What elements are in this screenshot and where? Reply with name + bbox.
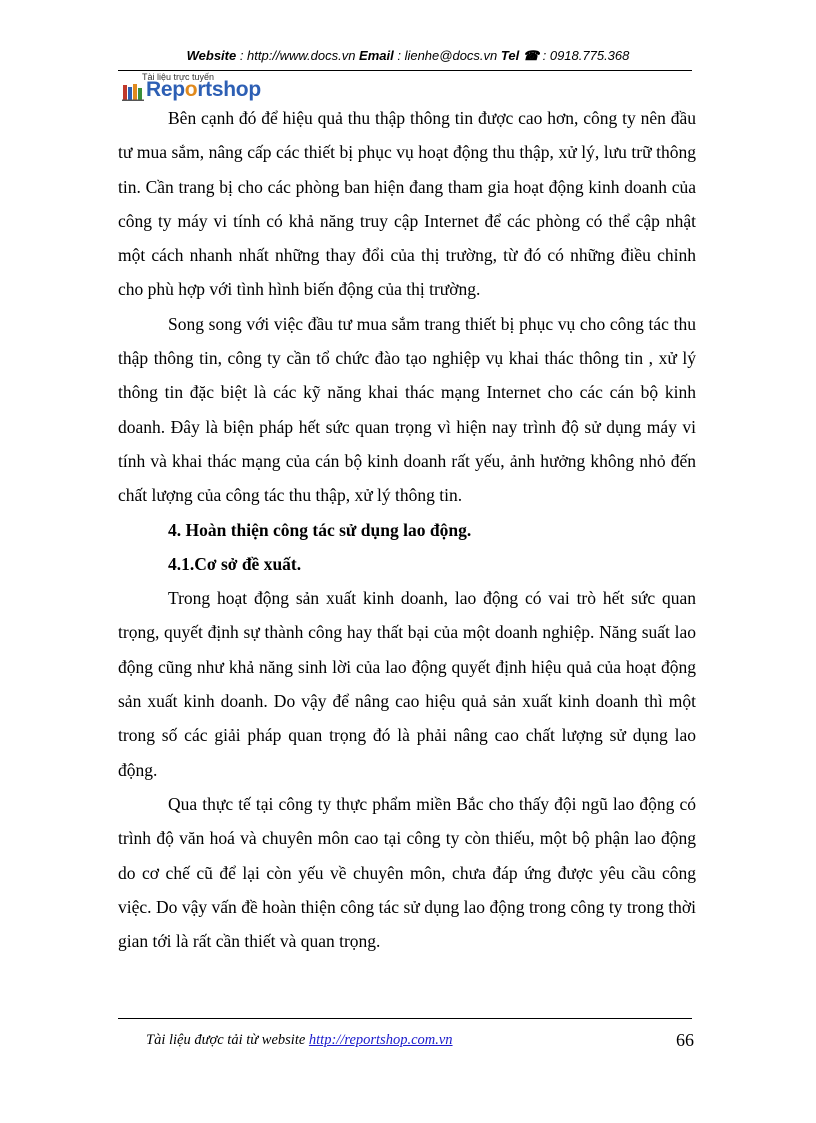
subsection-heading: 4.1.Cơ sở đề xuất. [168, 553, 302, 574]
logo-wordmark [146, 78, 261, 102]
logo-word-part1: Rep [146, 78, 185, 101]
reportshop-logo[interactable] [122, 72, 282, 104]
logo-word-part3: rtshop [197, 78, 261, 101]
website-label: Website [186, 48, 237, 63]
page-header [0, 48, 816, 64]
paragraph-3: Trong hoạt động sản xuất kinh doanh, lao động có vai trò hết sức quan trọng, quyết định sự thành công hay thất bại của một doanh nghiệp. Năng suất lao động cũng như khả năng sinh lời của lao động quyết định hiệu quả của hoạt động sản xuất kinh doanh. Do vậy để nâng cao hiệu quả sản xuất kinh doanh thì một trong số các giải pháp quan trọng đó là phải nâng cao chất lượng sử dụng lao động. [118, 588, 696, 780]
page-number: 66 [676, 1030, 694, 1050]
email-value[interactable]: : lienhe@docs.vn [393, 48, 501, 63]
footer-source [146, 1032, 453, 1049]
footer-label: Tài liệu được tải từ website [146, 1032, 309, 1048]
paragraph-2: Song song với việc đầu tư mua sắm trang thiết bị phục vụ cho công tác thu thập thông tin, công ty cần tổ chức đào tạo nghiệp vụ khai thác thông tin , xử lý thông tin đặc biệt là các kỹ năng khai thác mạng Internet cho các cán bộ kinh doanh. Đây là biện pháp hết sức quan trọng vì hiện nay trình độ sử dụng máy vi tính và khai thác mạng của cán bộ kinh doanh rất yếu, ảnh hưởng không nhỏ đến chất lượng của công tác thu thập, xử lý thông tin. [118, 313, 696, 506]
document-body [118, 101, 696, 958]
website-value[interactable]: : http://www.docs.vn [236, 48, 360, 63]
email-label: Email [359, 48, 394, 63]
logo-tagline: Tài liệu trực tuyến [142, 72, 215, 82]
header-divider [118, 70, 692, 71]
footer-link[interactable]: http://reportshop.com.vn [308, 1032, 453, 1048]
paragraph-1: Bên cạnh đó để hiệu quả thu thập thông tin được cao hơn, công ty nên đầu tư mua sắm, nâng cấp các thiết bị phục vụ hoạt động thu thập, xử lý, lưu trữ thông tin. Cần trang bị cho các phòng ban hiện đang tham gia hoạt động kinh doanh của công ty máy vi tính có khả năng truy cập Internet để các phòng có thể cập nhật một cách nhanh nhất những thay đổi của thị trường, từ đó có những điều chỉnh cho phù hợp với tình hình biến động của thị trường. [118, 108, 696, 300]
paragraph-4: Qua thực tế tại công ty thực phẩm miền Bắc cho thấy đội ngũ lao động có trình độ văn hoá và chuyên môn cao tại công ty còn thiếu, một bộ phận lao động do cơ chế cũ để lại còn yếu về chuyên môn, chưa đáp ứng được yêu cầu công việc. Do vậy vấn đề hoàn thiện công tác sử dụng lao động trong công ty trong thời gian tới là rất cần thiết và quan trọng. [118, 793, 696, 952]
tel-value: : 0918.775.368 [539, 48, 630, 63]
tel-label: Tel [500, 48, 523, 63]
books-icon [122, 83, 144, 101]
footer-divider [118, 1018, 692, 1019]
section-heading: 4. Hoàn thiện công tác sử dụng lao động. [168, 519, 472, 540]
logo-word-part2: o [184, 78, 198, 101]
phone-icon: ☎ [522, 48, 540, 63]
